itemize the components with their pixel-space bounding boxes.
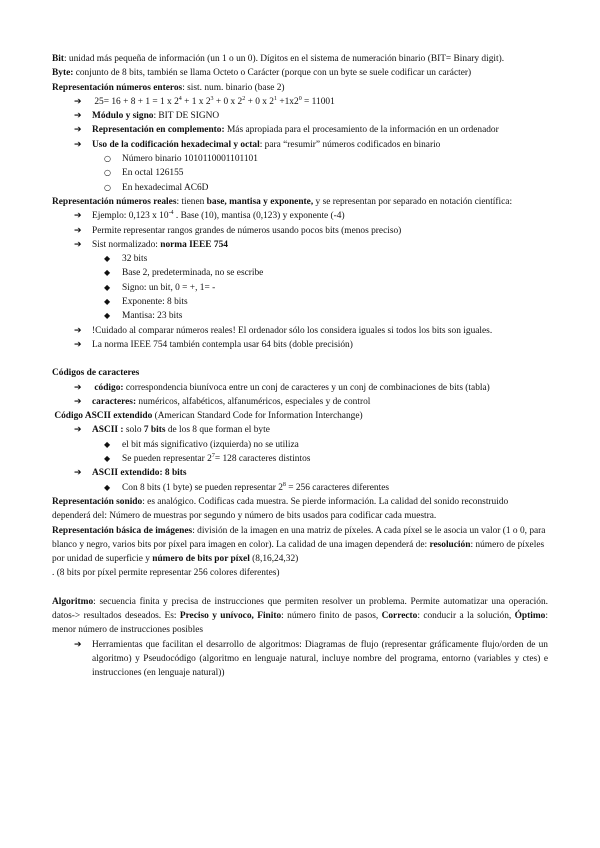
diamond-icon: ◆: [104, 482, 111, 492]
arrow-icon: ➔: [74, 225, 82, 236]
arrow-icon: ➔: [74, 139, 82, 150]
enteros-term: Representación números enteros: [52, 82, 183, 93]
list-item: ➔ Herramientas que facilitan el desarrollo de algoritmos: Diagramas de flujo (representar gráficamente flujo/orden de un algoritmo) y Pseudocódigo (algoritmo en lenguaje natural, incluye nombre del programa, entorno (variables y ctes) e instrucciones (en lenguaje natural)): [74, 639, 548, 679]
list-item: ➔ Uso de la codificación hexadecimal y octal: para “resumir” números codificados en binario: [52, 138, 548, 152]
list-item: [52, 95, 548, 109]
list-item: ○ En octal 126155: [52, 166, 548, 180]
codigos-title: Códigos de caracteres: [52, 368, 140, 379]
list-item: ➔ ASCII extendido: 8 bits: [52, 466, 548, 480]
diamond-icon: ◆: [104, 254, 111, 264]
list-item: ◆ Se pueden representar $2^7= 128$ caracteres distintos: [52, 452, 548, 466]
modulo-term: Módulo y signo: [92, 111, 154, 122]
hexa-term: Uso de la codificación hexadecimal y octal: [92, 139, 260, 150]
circle-icon: ○: [104, 154, 111, 164]
list-item: ➔ Permite representar rangos grandes de números usando pocos bits (menos preciso): [52, 224, 548, 238]
reales-paragraph: Representación números reales: tienen base, mantisa y exponente, y se representan por separado en notación científica:: [52, 196, 513, 207]
byte-term: Byte:: [52, 68, 74, 79]
diamond-icon: ◆: [104, 268, 111, 278]
arrow-icon: ➔: [74, 96, 82, 107]
diamond-icon: ◆: [104, 282, 111, 292]
list-item: ◆ 32 bits: [52, 252, 548, 266]
list-item: ➔ !Cuidado al comparar números reales! El ordenador sólo los considera iguales si todos los bits son iguales.: [52, 324, 548, 338]
complemento-term: Representación en complemento:: [92, 125, 225, 136]
enteros-example: 25= 16 + 8 + 1 = 1 x $2^4 + 1$ x $2^3 + 0$ x $2^2 + 0$ x $2^1 +1x2^0 = 11001$: [94, 95, 335, 107]
imagenes-paragraph: Representación básica de imágenes: división de la imagen en una matriz de píxeles. A cada píxel se le asocia un valor (1 o 0, para blanco y negro, varios bits por píxel para imagen en color). La calidad de una imagen dependerá de: resolución: número de píxeles por unidad de superficie y número de bits por píxel (8,16,24,32) . (8 bits por píxel permite representar 256 colores diferentes): [52, 525, 546, 579]
sonido-paragraph: Representación sonido: es analógico. Codificas cada muestra. Se pierde información. La calidad del sonido reconstruido dependerá del: Número de muestras por segundo y número de bits usados para codificar cada muestra.: [52, 496, 509, 522]
byte-text: conjunto de 8 bits, también se llama Octeto o Carácter (porque con un byte se suele codificar un carácter): [73, 68, 472, 79]
list-item: ◆ Base 2, predeterminada, no se escribe: [52, 266, 548, 280]
list-item: ◆ Con 8 bits (1 byte) se pueden representar $2^8 = 256$ caracteres diferentes: [52, 481, 548, 495]
arrow-icon: ➔: [74, 211, 82, 222]
list-item: ➔ Representación en complemento: Más apropiada para el procesamiento de la información en un ordenador: [52, 123, 548, 137]
arrow-icon: ➔: [74, 639, 82, 650]
arrow-icon: ➔: [74, 111, 82, 122]
list-item: ○ En hexadecimal AC6D: [52, 181, 548, 195]
diamond-icon: ◆: [104, 454, 111, 464]
circle-icon: ○: [104, 168, 111, 178]
list-item: ◆ Signo: un bit, 0 = +, 1= -: [52, 281, 548, 295]
arrow-icon: ➔: [74, 468, 82, 479]
bit-text: : unidad más pequeña de información (un 1 o un 0). Dígitos en el sistema de numeración binario (BIT= Binary digit).: [63, 54, 505, 64]
list-item: ➔ caracteres: numéricos, alfabéticos, alfanuméricos, especiales y de control: [52, 395, 548, 409]
arrow-icon: ➔: [74, 325, 82, 336]
arrow-icon: ➔: [74, 125, 82, 136]
enteros-text: : sist. num. binario (base 2): [182, 82, 285, 93]
diamond-icon: ◆: [104, 311, 111, 321]
arrow-icon: ➔: [74, 425, 82, 436]
arrow-icon: ➔: [74, 382, 82, 393]
reales-term: Representación números reales: [52, 196, 177, 207]
diamond-icon: ◆: [104, 439, 111, 449]
list-item: ◆ el bit más significativo (izquierda) no se utiliza: [52, 438, 548, 452]
list-item: ◆ Exponente: 8 bits: [52, 295, 548, 309]
arrow-icon: ➔: [74, 339, 82, 350]
diamond-icon: ◆: [104, 297, 111, 307]
document-page: [52, 52, 548, 680]
algoritmo-paragraph: Algoritmo: secuencia finita y precisa de instrucciones que permiten resolver un problema. Permite automatizar una operación. datos-> resultados deseados. Es: Preciso y unívoco, Finito: número finito de pasos, Correcto: conducir a la solución, Óptimo: menor número de instrucciones posibles: [52, 596, 548, 636]
list-item: ➔ Módulo y signo: BIT DE SIGNO: [52, 109, 548, 123]
list-item: ○ Número binario 1010110001101101: [52, 152, 548, 166]
list-item: ➔ código: correspondencia biunívoca entre un conj de caracteres y un conj de combinaciones de bits (tabla): [52, 381, 548, 395]
arrow-icon: ➔: [74, 239, 82, 250]
list-item: ◆ Mantisa: 23 bits: [52, 309, 548, 323]
list-item: ➔ Sist normalizado: norma IEEE 754: [52, 238, 548, 252]
list-item: ➔ ASCII : solo 7 bits de los 8 que forman el byte: [52, 423, 548, 437]
circle-icon: ○: [104, 182, 111, 192]
enteros-paragraph: [52, 81, 548, 95]
arrow-icon: ➔: [74, 396, 82, 407]
bit-paragraph: [52, 52, 548, 66]
byte-paragraph: [52, 66, 548, 80]
list-item: ➔ Ejemplo: 0,123 x $10^{-4}$ . Base (10), mantisa (0,123) y exponente (-4): [52, 209, 548, 223]
ascii-extendido-paragraph: Código ASCII extendido (American Standard Code for Information Interchange): [54, 411, 363, 422]
bit-term: Bit: [52, 54, 64, 64]
list-item: ➔ La norma IEEE 754 también contempla usar 64 bits (doble precisión): [52, 338, 548, 352]
